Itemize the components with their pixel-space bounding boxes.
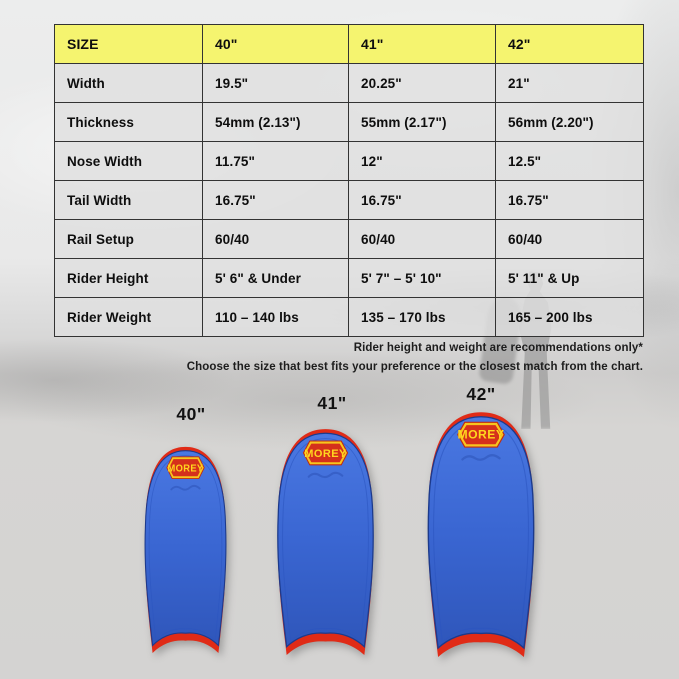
cell: 20.25" bbox=[349, 64, 496, 103]
cell: 60/40 bbox=[349, 220, 496, 259]
cell: 5' 7" – 5' 10" bbox=[349, 259, 496, 298]
row-label: Thickness bbox=[55, 103, 203, 142]
morey-logo-badge bbox=[303, 441, 347, 465]
note-line-2: Choose the size that best fits your preference or the closest match from the chart. bbox=[186, 361, 643, 373]
recommendation-notes bbox=[187, 339, 643, 377]
table-row-rider-height bbox=[55, 259, 644, 298]
header-cell-size: SIZE bbox=[55, 25, 203, 64]
board-deck bbox=[428, 417, 533, 648]
row-label: Rider Weight bbox=[55, 298, 203, 337]
cell: 60/40 bbox=[496, 220, 644, 259]
cell: 55mm (2.17") bbox=[349, 103, 496, 142]
table-row-nose-width bbox=[55, 142, 644, 181]
morey-logo-text: MOREY bbox=[304, 447, 347, 460]
cell: 11.75" bbox=[203, 142, 349, 181]
table-header-row bbox=[55, 25, 644, 64]
morey-logo-badge bbox=[167, 457, 204, 479]
cell: 60/40 bbox=[203, 220, 349, 259]
morey-logo-text: MOREY bbox=[457, 427, 505, 442]
cell: 16.75" bbox=[349, 181, 496, 220]
cell: 21" bbox=[496, 64, 644, 103]
cell: 12" bbox=[349, 142, 496, 181]
header-cell-40in: 40" bbox=[203, 25, 349, 64]
board-label-40: 40" bbox=[176, 404, 206, 424]
row-label: Tail Width bbox=[55, 181, 203, 220]
bodyboard-40 bbox=[141, 445, 230, 653]
table-row-tail-width bbox=[55, 181, 644, 220]
board-label-41: 41" bbox=[317, 393, 347, 413]
header-cell-41in: 41" bbox=[349, 25, 496, 64]
table-row-rail-setup bbox=[55, 220, 644, 259]
cell: 135 – 170 lbs bbox=[349, 298, 496, 337]
bodyboard-41 bbox=[273, 427, 378, 655]
cell: 12.5" bbox=[496, 142, 644, 181]
cell: 19.5" bbox=[203, 64, 349, 103]
row-label: Rail Setup bbox=[55, 220, 203, 259]
bodyboard-40-graphic bbox=[141, 445, 230, 653]
cell: 5' 11" & Up bbox=[496, 259, 644, 298]
table-row-thickness bbox=[55, 103, 644, 142]
table-row-width bbox=[55, 64, 644, 103]
row-label: Rider Height bbox=[55, 259, 203, 298]
cell: 5' 6" & Under bbox=[203, 259, 349, 298]
bodyboard-41-graphic bbox=[273, 427, 378, 655]
row-label: Nose Width bbox=[55, 142, 203, 181]
size-chart-table bbox=[54, 24, 644, 337]
cell: 16.75" bbox=[496, 181, 644, 220]
morey-logo-badge bbox=[458, 422, 505, 447]
note-line-1: Rider height and weight are recommendations only* bbox=[353, 342, 643, 354]
cell: 54mm (2.13") bbox=[203, 103, 349, 142]
cell: 16.75" bbox=[203, 181, 349, 220]
morey-logo-text: MOREY bbox=[167, 463, 204, 475]
board-label-42: 42" bbox=[466, 384, 496, 404]
table-row-rider-weight bbox=[55, 298, 644, 337]
row-label: Width bbox=[55, 64, 203, 103]
cell: 165 – 200 lbs bbox=[496, 298, 644, 337]
bodyboard-42-graphic bbox=[423, 410, 539, 657]
bodyboard-42 bbox=[423, 410, 539, 657]
header-cell-42in: 42" bbox=[496, 25, 644, 64]
cell: 110 – 140 lbs bbox=[203, 298, 349, 337]
board-deck bbox=[145, 451, 226, 646]
cell: 56mm (2.20") bbox=[496, 103, 644, 142]
